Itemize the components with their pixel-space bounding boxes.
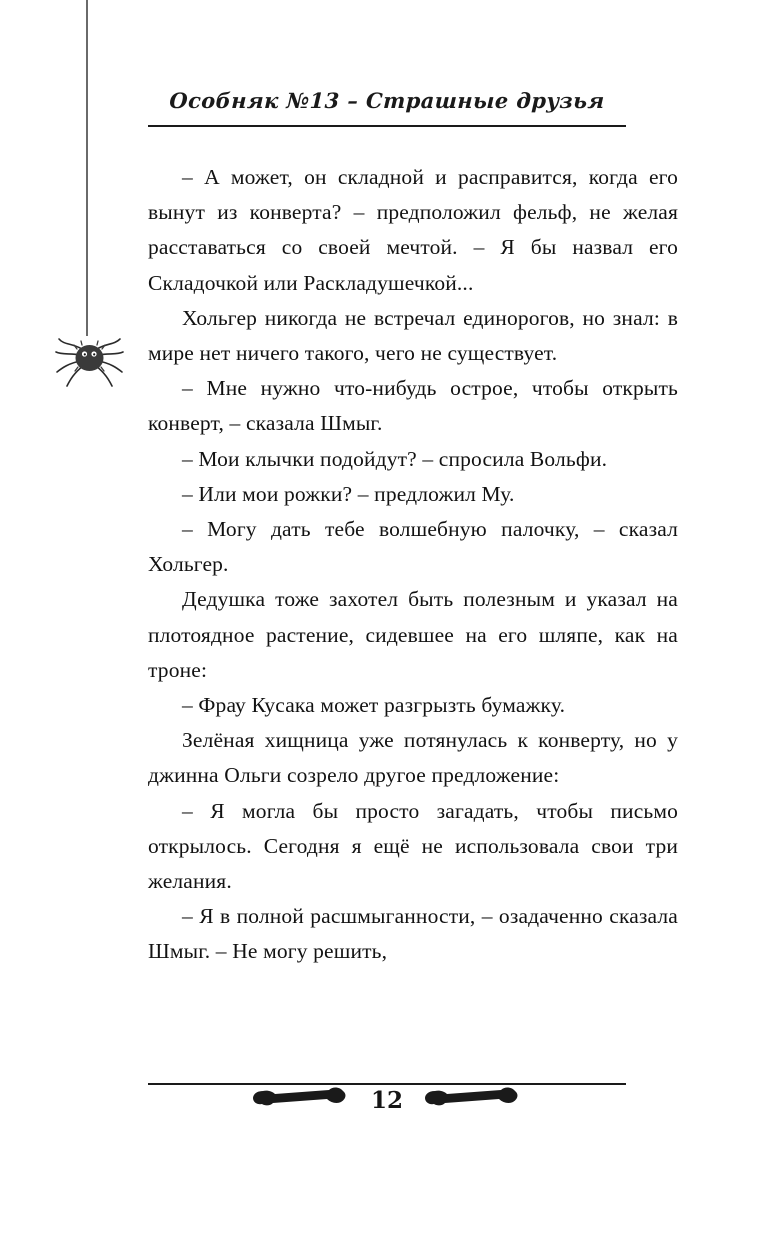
paragraph: – А может, он складной и расправится, когда его вынут из конверта? – предположил фельф, не желая расставаться со своей мечтой. – Я бы назвал его Складочкой или Раскладушечкой... xyxy=(148,165,678,295)
paragraph: – Или мои рожки? – предложил Му. xyxy=(182,481,515,506)
bone-icon xyxy=(425,1085,521,1116)
paragraph: Дедушка тоже захотел быть полезным и указал на плотоядное растение, сидевшее на его шляпе, как на троне: xyxy=(148,587,678,682)
spider-icon xyxy=(52,325,126,399)
paragraph: – Я в полной расшмыганности, – озадаченно сказала Шмыг. – Не могу решить, xyxy=(148,904,678,964)
page-footer xyxy=(148,1085,626,1116)
header-divider xyxy=(148,125,626,127)
body-text xyxy=(148,160,678,970)
paragraph: Зелёная хищница уже потянулась к конверту, но у джинна Ольги созрело другое предложение: xyxy=(148,728,678,788)
bone-icon xyxy=(253,1085,349,1116)
page-number: 12 xyxy=(370,1087,403,1114)
running-title: Особняк №13 – Страшные друзья xyxy=(168,88,606,113)
paragraph: – Я могла бы просто загадать, чтобы письмо открылось. Сегодня я ещё не использовала свои три желания. xyxy=(148,798,678,894)
paragraph: – Могу дать тебе волшебную палочку, – сказал Хольгер. xyxy=(148,517,678,577)
paragraph: – Мои клычки подойдут? – спросила Вольфи. xyxy=(182,446,608,471)
paragraph: – Фрау Кусака может разгрызть бумажку. xyxy=(182,693,566,718)
spider-thread-icon xyxy=(85,0,87,340)
page-header xyxy=(148,88,626,127)
paragraph: Хольгер никогда не встречал единорогов, но знал: в мире нет ничего такого, чего не существует. xyxy=(148,305,678,366)
paragraph: – Мне нужно что-нибудь острое, чтобы открыть конверт, – сказала Шмыг. xyxy=(148,376,678,436)
